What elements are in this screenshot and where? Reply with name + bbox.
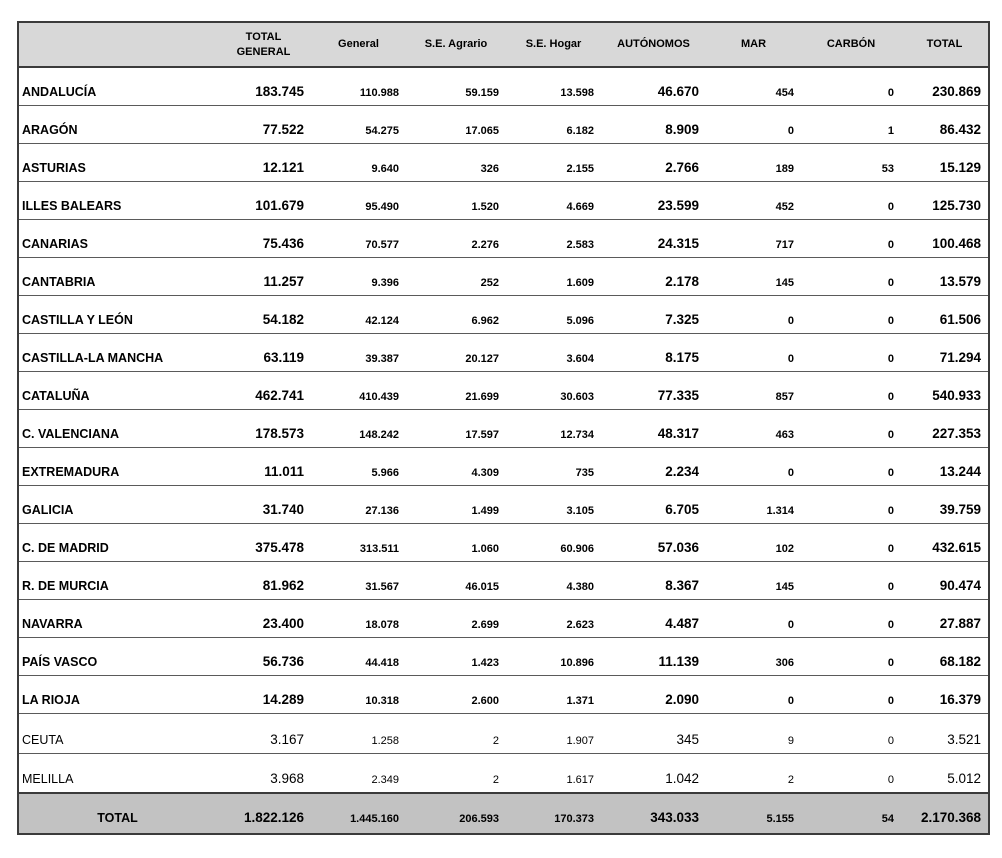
region-label: R. DE MURCIA: [18, 561, 216, 599]
region-label: PAÍS VASCO: [18, 637, 216, 675]
cell-mar: 306: [706, 637, 801, 675]
cell-mar: 145: [706, 561, 801, 599]
cell-total: 13.579: [901, 257, 989, 295]
cell-general: 148.242: [311, 409, 406, 447]
total-cell-general: 1.445.160: [311, 793, 406, 834]
cell-total: 71.294: [901, 333, 989, 371]
table-row: [18, 753, 989, 793]
region-label: CATALUÑA: [18, 371, 216, 409]
cell-general: 9.396: [311, 257, 406, 295]
total-cell-total-general: 1.822.126: [216, 793, 311, 834]
cell-carbon: 0: [801, 753, 901, 793]
region-label: ANDALUCÍA: [18, 67, 216, 105]
cell-general: 410.439: [311, 371, 406, 409]
cell-se-agrario: 2: [406, 753, 506, 793]
cell-mar: 1.314: [706, 485, 801, 523]
region-label: ARAGÓN: [18, 105, 216, 143]
table-row: [18, 561, 989, 599]
cell-se-agrario: 2.699: [406, 599, 506, 637]
cell-total-general: 178.573: [216, 409, 311, 447]
region-label: CANTABRIA: [18, 257, 216, 295]
cell-autonomos: 8.367: [601, 561, 706, 599]
cell-se-hogar: 30.603: [506, 371, 601, 409]
cell-carbon: 0: [801, 371, 901, 409]
total-cell-se-hogar: 170.373: [506, 793, 601, 834]
cell-general: 2.349: [311, 753, 406, 793]
total-cell-autonomos: 343.033: [601, 793, 706, 834]
table-footer: [18, 793, 989, 834]
col-header-autonomos: AUTÓNOMOS: [601, 22, 706, 67]
cell-total: 86.432: [901, 105, 989, 143]
cell-mar: 463: [706, 409, 801, 447]
region-label: MELILLA: [18, 753, 216, 793]
header-row: [18, 22, 989, 67]
cell-mar: 717: [706, 219, 801, 257]
cell-total-general: 63.119: [216, 333, 311, 371]
cell-se-hogar: 4.669: [506, 181, 601, 219]
cell-total-general: 77.522: [216, 105, 311, 143]
total-row-label: TOTAL: [18, 793, 216, 834]
region-label: CEUTA: [18, 713, 216, 753]
cell-autonomos: 24.315: [601, 219, 706, 257]
cell-total: 230.869: [901, 67, 989, 105]
cell-total: 68.182: [901, 637, 989, 675]
total-cell-se-agrario: 206.593: [406, 793, 506, 834]
cell-carbon: 0: [801, 219, 901, 257]
cell-se-agrario: 2: [406, 713, 506, 753]
cell-general: 110.988: [311, 67, 406, 105]
cell-se-hogar: 1.617: [506, 753, 601, 793]
cell-total-general: 54.182: [216, 295, 311, 333]
col-header-total-general: TOTAL GENERAL: [216, 22, 311, 67]
cell-total: 540.933: [901, 371, 989, 409]
cell-autonomos: 46.670: [601, 67, 706, 105]
cell-mar: 9: [706, 713, 801, 753]
cell-carbon: 1: [801, 105, 901, 143]
total-cell-carbon: 54: [801, 793, 901, 834]
cell-total-general: 183.745: [216, 67, 311, 105]
table-row: [18, 637, 989, 675]
total-row: [18, 793, 989, 834]
cell-total-general: 462.741: [216, 371, 311, 409]
cell-se-agrario: 326: [406, 143, 506, 181]
cell-total-general: 14.289: [216, 675, 311, 713]
region-label: ASTURIAS: [18, 143, 216, 181]
region-label: CASTILLA-LA MANCHA: [18, 333, 216, 371]
cell-general: 10.318: [311, 675, 406, 713]
cell-total-general: 11.257: [216, 257, 311, 295]
cell-general: 95.490: [311, 181, 406, 219]
cell-general: 70.577: [311, 219, 406, 257]
cell-autonomos: 4.487: [601, 599, 706, 637]
cell-total: 227.353: [901, 409, 989, 447]
cell-general: 5.966: [311, 447, 406, 485]
cell-se-agrario: 1.520: [406, 181, 506, 219]
cell-se-agrario: 1.423: [406, 637, 506, 675]
cell-se-hogar: 3.604: [506, 333, 601, 371]
table-row: [18, 105, 989, 143]
cell-total-general: 23.400: [216, 599, 311, 637]
cell-mar: 102: [706, 523, 801, 561]
table-row: [18, 523, 989, 561]
cell-se-agrario: 59.159: [406, 67, 506, 105]
cell-se-agrario: 46.015: [406, 561, 506, 599]
cell-se-hogar: 6.182: [506, 105, 601, 143]
cell-carbon: 0: [801, 257, 901, 295]
cell-general: 18.078: [311, 599, 406, 637]
cell-total-general: 12.121: [216, 143, 311, 181]
cell-se-hogar: 2.583: [506, 219, 601, 257]
cell-autonomos: 345: [601, 713, 706, 753]
cell-se-agrario: 20.127: [406, 333, 506, 371]
table-row: [18, 257, 989, 295]
table-row: [18, 447, 989, 485]
cell-se-hogar: 735: [506, 447, 601, 485]
region-label: LA RIOJA: [18, 675, 216, 713]
cell-total: 13.244: [901, 447, 989, 485]
cell-total: 15.129: [901, 143, 989, 181]
region-label: CANARIAS: [18, 219, 216, 257]
cell-general: 27.136: [311, 485, 406, 523]
cell-se-agrario: 252: [406, 257, 506, 295]
cell-autonomos: 11.139: [601, 637, 706, 675]
cell-autonomos: 48.317: [601, 409, 706, 447]
table-row: [18, 67, 989, 105]
cell-carbon: 0: [801, 295, 901, 333]
cell-mar: 454: [706, 67, 801, 105]
cell-se-hogar: 4.380: [506, 561, 601, 599]
cell-general: 39.387: [311, 333, 406, 371]
cell-general: 313.511: [311, 523, 406, 561]
cell-general: 44.418: [311, 637, 406, 675]
table-row: [18, 485, 989, 523]
region-label: C. DE MADRID: [18, 523, 216, 561]
cell-mar: 857: [706, 371, 801, 409]
cell-se-hogar: 5.096: [506, 295, 601, 333]
region-label: C. VALENCIANA: [18, 409, 216, 447]
cell-se-hogar: 1.609: [506, 257, 601, 295]
cell-se-agrario: 17.065: [406, 105, 506, 143]
table-row: [18, 409, 989, 447]
cell-mar: 452: [706, 181, 801, 219]
cell-total-general: 31.740: [216, 485, 311, 523]
region-label: EXTREMADURA: [18, 447, 216, 485]
table-header: [18, 22, 989, 67]
cell-carbon: 0: [801, 713, 901, 753]
cell-general: 42.124: [311, 295, 406, 333]
table-row: [18, 599, 989, 637]
table-row: [18, 295, 989, 333]
table-body: [18, 67, 989, 793]
cell-carbon: 0: [801, 599, 901, 637]
cell-mar: 0: [706, 333, 801, 371]
cell-autonomos: 2.090: [601, 675, 706, 713]
cell-se-agrario: 2.600: [406, 675, 506, 713]
region-label: NAVARRA: [18, 599, 216, 637]
cell-carbon: 0: [801, 67, 901, 105]
region-label: CASTILLA Y LEÓN: [18, 295, 216, 333]
cell-general: 1.258: [311, 713, 406, 753]
table-row: [18, 181, 989, 219]
cell-total: 432.615: [901, 523, 989, 561]
cell-autonomos: 8.909: [601, 105, 706, 143]
cell-total: 27.887: [901, 599, 989, 637]
cell-total-general: 3.167: [216, 713, 311, 753]
col-header-mar: MAR: [706, 22, 801, 67]
col-header-carbon: CARBÓN: [801, 22, 901, 67]
cell-se-hogar: 10.896: [506, 637, 601, 675]
cell-autonomos: 8.175: [601, 333, 706, 371]
cell-autonomos: 2.766: [601, 143, 706, 181]
cell-autonomos: 57.036: [601, 523, 706, 561]
cell-se-agrario: 6.962: [406, 295, 506, 333]
cell-total: 3.521: [901, 713, 989, 753]
cell-se-hogar: 12.734: [506, 409, 601, 447]
table-row: [18, 675, 989, 713]
cell-mar: 0: [706, 675, 801, 713]
corner-cell: [18, 22, 216, 67]
cell-mar: 189: [706, 143, 801, 181]
cell-total: 90.474: [901, 561, 989, 599]
cell-carbon: 0: [801, 523, 901, 561]
cell-autonomos: 7.325: [601, 295, 706, 333]
cell-se-agrario: 17.597: [406, 409, 506, 447]
cell-general: 54.275: [311, 105, 406, 143]
col-header-general: General: [311, 22, 406, 67]
cell-total-general: 75.436: [216, 219, 311, 257]
col-header-se-agrario: S.E. Agrario: [406, 22, 506, 67]
total-cell-mar: 5.155: [706, 793, 801, 834]
stats-table-container: [17, 21, 990, 835]
cell-se-hogar: 1.907: [506, 713, 601, 753]
cell-total: 100.468: [901, 219, 989, 257]
cell-total: 61.506: [901, 295, 989, 333]
cell-autonomos: 1.042: [601, 753, 706, 793]
cell-autonomos: 6.705: [601, 485, 706, 523]
table-row: [18, 143, 989, 181]
table-row: [18, 713, 989, 753]
cell-se-hogar: 60.906: [506, 523, 601, 561]
col-header-se-hogar: S.E. Hogar: [506, 22, 601, 67]
cell-se-agrario: 1.060: [406, 523, 506, 561]
cell-total: 39.759: [901, 485, 989, 523]
cell-mar: 2: [706, 753, 801, 793]
cell-autonomos: 77.335: [601, 371, 706, 409]
cell-carbon: 0: [801, 485, 901, 523]
cell-total-general: 101.679: [216, 181, 311, 219]
cell-se-agrario: 2.276: [406, 219, 506, 257]
cell-autonomos: 2.234: [601, 447, 706, 485]
cell-carbon: 0: [801, 561, 901, 599]
cell-total: 16.379: [901, 675, 989, 713]
cell-mar: 0: [706, 105, 801, 143]
cell-total-general: 81.962: [216, 561, 311, 599]
cell-general: 31.567: [311, 561, 406, 599]
cell-carbon: 0: [801, 181, 901, 219]
total-cell-total: 2.170.368: [901, 793, 989, 834]
cell-general: 9.640: [311, 143, 406, 181]
table-row: [18, 371, 989, 409]
cell-autonomos: 2.178: [601, 257, 706, 295]
cell-mar: 0: [706, 295, 801, 333]
cell-total-general: 11.011: [216, 447, 311, 485]
region-label: ILLES BALEARS: [18, 181, 216, 219]
cell-carbon: 0: [801, 333, 901, 371]
cell-total-general: 3.968: [216, 753, 311, 793]
cell-total: 125.730: [901, 181, 989, 219]
region-label: GALICIA: [18, 485, 216, 523]
cell-total-general: 375.478: [216, 523, 311, 561]
cell-se-hogar: 2.155: [506, 143, 601, 181]
table-row: [18, 333, 989, 371]
affiliation-stats-table: [17, 21, 990, 835]
cell-total: 5.012: [901, 753, 989, 793]
cell-se-agrario: 4.309: [406, 447, 506, 485]
cell-mar: 145: [706, 257, 801, 295]
cell-mar: 0: [706, 599, 801, 637]
cell-se-hogar: 2.623: [506, 599, 601, 637]
cell-carbon: 53: [801, 143, 901, 181]
cell-carbon: 0: [801, 447, 901, 485]
table-row: [18, 219, 989, 257]
cell-se-hogar: 13.598: [506, 67, 601, 105]
cell-se-hogar: 1.371: [506, 675, 601, 713]
cell-total-general: 56.736: [216, 637, 311, 675]
cell-se-hogar: 3.105: [506, 485, 601, 523]
cell-carbon: 0: [801, 409, 901, 447]
cell-carbon: 0: [801, 637, 901, 675]
cell-mar: 0: [706, 447, 801, 485]
cell-carbon: 0: [801, 675, 901, 713]
col-header-total: TOTAL: [901, 22, 989, 67]
cell-autonomos: 23.599: [601, 181, 706, 219]
cell-se-agrario: 21.699: [406, 371, 506, 409]
cell-se-agrario: 1.499: [406, 485, 506, 523]
